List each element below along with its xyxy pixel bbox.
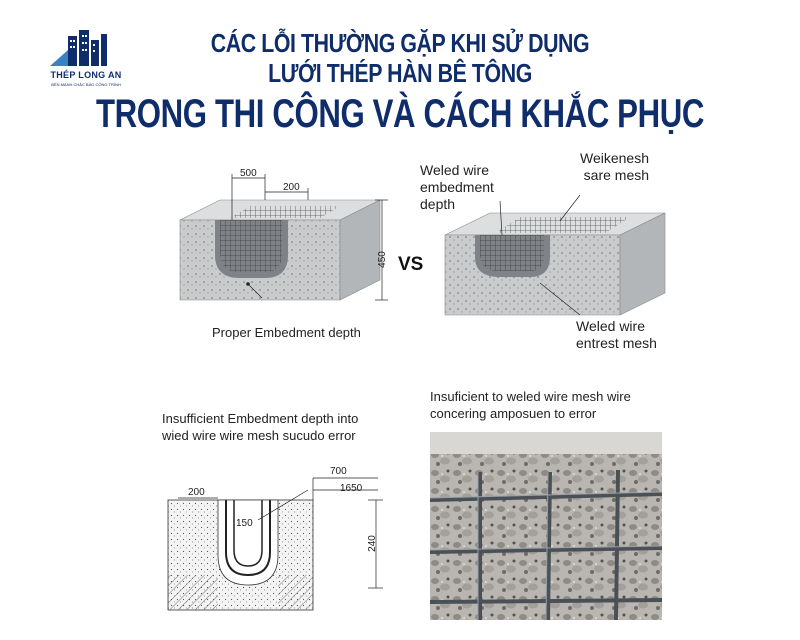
weikenesh-label: Weikenesh sare mesh xyxy=(580,150,650,183)
dim-1650: 1650 xyxy=(340,483,363,494)
logo-tagline: BỀN MẠNH CHẮC BẢO CÔNG TRÌNH xyxy=(51,82,121,87)
logo-name: THÉP LONG AN xyxy=(50,70,122,80)
concrete-mesh-photo xyxy=(430,432,662,620)
dim-200-bottom: 200 xyxy=(188,487,205,498)
title-line-1: CÁC LỖI THƯỜNG GẶP KHI SỬ DỤNG xyxy=(210,28,590,58)
title-line-3: TRONG THI CÔNG VÀ CÁCH KHẮC PHỤC xyxy=(95,92,705,136)
vs-label: VS xyxy=(398,254,424,275)
dim-240: 240 xyxy=(366,535,378,552)
insufficient-embedment-caption: Insufficient Embedment depth into wied wire wire mesh sucudo error xyxy=(162,411,359,443)
dim-700: 700 xyxy=(330,466,347,477)
title-line-2: LƯỚI THÉP HÀN BÊ TÔNG xyxy=(268,58,532,88)
proper-embedment-caption: Proper Embedment depth xyxy=(212,325,361,340)
entrest-mesh-label: Weled wire entrest mesh xyxy=(576,318,657,351)
embed-depth-label: Weled wire embedment depth xyxy=(420,162,494,212)
dim-150: 150 xyxy=(236,518,253,529)
dim-500: 500 xyxy=(240,168,257,179)
insufficient-mesh-caption: Insuficient to weled wire mesh wire concering amposuen to error xyxy=(430,389,631,421)
dim-200: 200 xyxy=(283,182,300,193)
dim-450: 450 xyxy=(376,251,388,268)
